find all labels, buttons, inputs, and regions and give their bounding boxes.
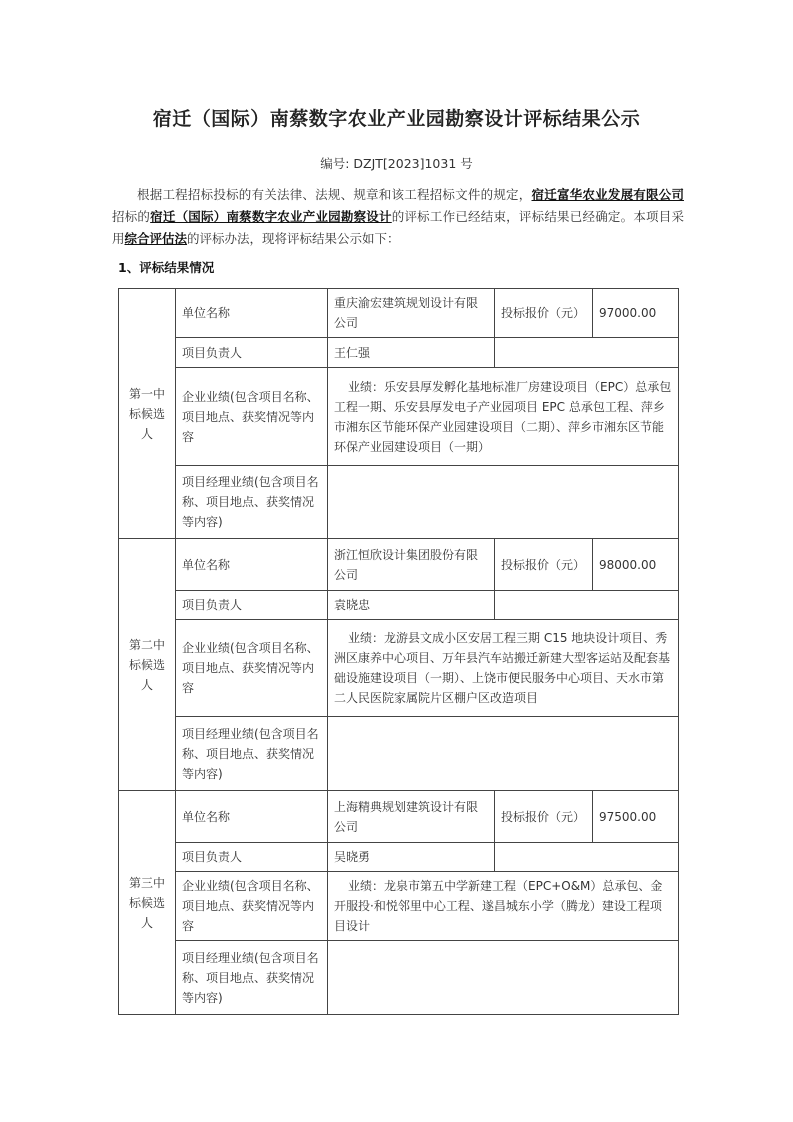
section-title: 1、评标结果情况 [118,260,215,275]
table-row [119,620,679,717]
candidate-3-manager-perf [328,941,679,1015]
table-row [119,539,679,591]
manager-perf-label: 项目经理业绩(包含项目名称、项目地点、获奖情况等内容) [176,717,328,791]
table-row [119,791,679,843]
leader-label: 项目负责人 [176,591,328,620]
candidate-2-rank: 第二中标候选人 [119,539,176,791]
intro-text-3: 的评标工作已经结束，评标结果已经确定。本项目采用 [112,209,684,246]
bid-price-label: 投标报价（元） [495,791,593,843]
empty-cell [495,338,679,368]
unit-name-label: 单位名称 [176,539,328,591]
candidate-1-price: 97000.00 [593,289,679,338]
leader-label: 项目负责人 [176,338,328,368]
candidate-1-company-perf: 业绩：乐安县厚发孵化基地标准厂房建设项目（EPC）总承包工程一期、乐安县厚发电子产业园项目 EPC 总承包工程、萍乡市湘东区节能环保产业园建设项目（二期）、萍乡市湘东区节能环保产业园建设项目（一期） [328,368,679,466]
table-row [119,466,679,539]
candidate-1-unit: 重庆渝宏建筑规划设计有限公司 [328,289,495,338]
candidate-3-price: 97500.00 [593,791,679,843]
results-table [118,288,679,1015]
document-number: 编号: DZJT[2023]1031 号 [320,156,473,171]
manager-perf-label: 项目经理业绩(包含项目名称、项目地点、获奖情况等内容) [176,941,328,1015]
leader-label: 项目负责人 [176,843,328,872]
unit-name-label: 单位名称 [176,289,328,338]
table-row [119,338,679,368]
unit-name-label: 单位名称 [176,791,328,843]
intro-paragraph [112,184,684,250]
page-title: 宿迁（国际）南蔡数字农业产业园勘察设计评标结果公示 [152,108,641,130]
intro-text-1: 根据工程招标投标的有关法律、法规、规章和该工程招标文件的规定， [137,187,532,202]
candidate-2-price: 98000.00 [593,539,679,591]
company-perf-label: 企业业绩(包含项目名称、项目地点、获奖情况等内容 [176,620,328,717]
table-row [119,941,679,1015]
manager-perf-label: 项目经理业绩(包含项目名称、项目地点、获奖情况等内容) [176,466,328,539]
evaluation-method: 综合评估法 [124,231,188,246]
candidate-3-rank: 第三中标候选人 [119,791,176,1015]
candidate-2-leader: 袁晓忠 [328,591,495,620]
candidate-2-unit: 浙江恒欣设计集团股份有限公司 [328,539,495,591]
candidate-1-manager-perf [328,466,679,539]
intro-text-2: 招标的 [112,209,151,224]
table-row [119,289,679,338]
empty-cell [495,591,679,620]
bid-price-label: 投标报价（元） [495,289,593,338]
company-perf-label: 企业业绩(包含项目名称、项目地点、获奖情况等内容 [176,872,328,941]
candidate-2-manager-perf [328,717,679,791]
candidate-3-unit: 上海精典规划建筑设计有限公司 [328,791,495,843]
company-perf-label: 企业业绩(包含项目名称、项目地点、获奖情况等内容 [176,368,328,466]
candidate-1-leader: 王仁强 [328,338,495,368]
candidate-3-company-perf: 业绩：龙泉市第五中学新建工程（EPC+O&M）总承包、金开服投·和悦邻里中心工程、遂昌城东小学（腾龙）建设工程项目设计 [328,872,679,941]
empty-cell [495,843,679,872]
table-row [119,591,679,620]
table-row [119,717,679,791]
candidate-1-rank: 第一中标候选人 [119,289,176,539]
table-row [119,368,679,466]
candidate-3-leader: 吴晓勇 [328,843,495,872]
table-row [119,872,679,941]
project-name: 宿迁（国际）南蔡数字农业产业园勘察设计 [150,209,392,224]
tenderer-name: 宿迁富华农业发展有限公司 [531,187,684,202]
table-row [119,843,679,872]
candidate-2-company-perf: 业绩：龙游县文成小区安居工程三期 C15 地块设计项目、秀洲区康养中心项目、万年县汽车站搬迁新建大型客运站及配套基础设施建设项目（一期）、上饶市便民服务中心项目、天水市第二人民医院家属院片区棚户区改造项目 [328,620,679,717]
intro-text-4: 的评标办法，现将评标结果公示如下： [187,231,400,246]
bid-price-label: 投标报价（元） [495,539,593,591]
